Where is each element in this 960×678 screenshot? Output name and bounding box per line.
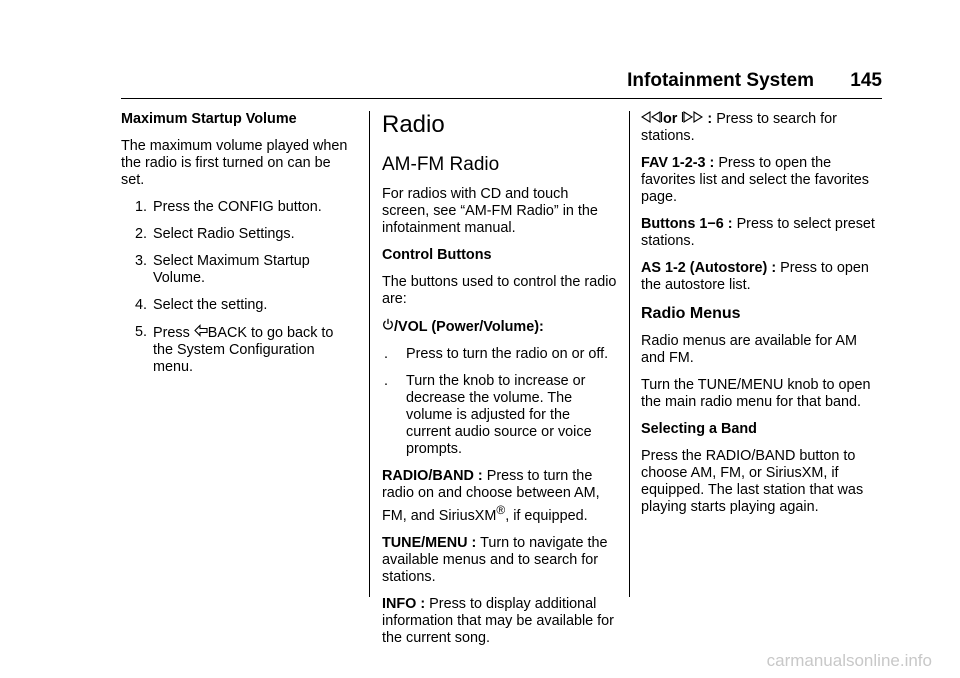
bullet-text: Turn the knob to increase or decrease the volume. The volume is adjusted for the current audio source or voice prompts. [406, 373, 592, 457]
registered-mark: ® [496, 503, 506, 517]
control-buttons-heading: Control Buttons [382, 247, 492, 263]
middle-column [382, 111, 618, 657]
info-entry [382, 596, 618, 647]
bullet-icon: . [384, 346, 388, 362]
autostore-text: Press to open the autostore list. [641, 260, 869, 293]
tune-menu-entry [382, 535, 618, 586]
startup-volume-heading: Maximum Startup Volume [121, 111, 297, 127]
step-text: Select the setting. [153, 297, 268, 313]
subsection-title: AM-FM Radio [382, 154, 500, 175]
radio-band-suffix: , if equipped. [505, 507, 588, 524]
seek-forward-icon [681, 111, 703, 123]
radio-menus-p1: Radio menus are available for AM and FM. [641, 333, 857, 366]
preset-buttons-text: Press to select preset stations. [641, 216, 875, 249]
page-number: 145 [850, 70, 882, 91]
tune-menu-text: Turn to navigate the available menus and to search for stations. [382, 534, 608, 585]
info-term: INFO : [382, 595, 426, 612]
list-item [121, 253, 357, 287]
am-fm-intro: For radios with CD and touch screen, see “AM-FM Radio” in the infotainment manual. [382, 186, 598, 236]
radio-menus-heading: Radio Menus [641, 305, 741, 322]
power-volume-text: /VOL (Power/Volume): [394, 319, 544, 335]
watermark: carmanualsonline.info [766, 651, 932, 670]
step-press: Press [153, 325, 190, 341]
bullet-text: Press to turn the radio on or off. [406, 346, 609, 362]
seek-colon: : [707, 111, 713, 127]
step-text: Select Maximum Startup Volume. [153, 253, 310, 286]
step-list [121, 199, 357, 376]
step-text: Select Radio Settings. [153, 226, 295, 242]
selecting-band-heading: Selecting a Band [641, 421, 757, 437]
list-item [121, 199, 357, 216]
header-title: Infotainment System [627, 70, 814, 91]
step-number: 4. [134, 297, 147, 313]
radio-band-text: Press to turn the radio on and choose between AM, FM, and SiriusXM [382, 468, 600, 524]
list-item [121, 297, 357, 314]
seek-term [641, 111, 716, 127]
startup-volume-intro: The maximum volume played when the radio is first turned on can be set. [121, 138, 348, 188]
bullet-icon: . [384, 373, 388, 389]
seek-or: or [663, 111, 678, 127]
list-item [382, 373, 618, 458]
header-rule [121, 98, 882, 99]
seek-text: Press to search for stations. [641, 111, 837, 144]
column-divider-right [629, 111, 630, 597]
step-text: Press the CONFIG button. [153, 199, 322, 215]
column-divider-left [369, 111, 370, 597]
back-arrow-icon [194, 324, 208, 337]
power-icon [382, 318, 394, 331]
left-column [121, 111, 357, 386]
list-item [382, 346, 618, 363]
radio-band-entry [382, 468, 618, 525]
seek-back-icon [641, 111, 663, 123]
fav-text: Press to open the favorites list and select the favorites page. [641, 155, 869, 205]
radio-band-term: RADIO/BAND : [382, 468, 483, 484]
info-text: Press to display additional information that may be available for the current song. [382, 595, 614, 646]
section-title: Radio [382, 111, 445, 138]
autostore-entry [641, 260, 882, 294]
step-number: 2. [134, 226, 147, 242]
step-number: 1. [134, 199, 147, 215]
bullet-list [382, 346, 618, 458]
tune-menu-term: TUNE/MENU : [382, 534, 477, 551]
step-text [153, 324, 357, 376]
fav-entry [641, 155, 882, 206]
control-buttons-intro: The buttons used to control the radio are: [382, 274, 617, 307]
step-number: 5. [134, 324, 147, 340]
selecting-band-text: Press the RADIO/BAND button to choose AM, FM, or SiriusXM, if equipped. The last station that was playing starts playing again. [641, 448, 864, 515]
list-item [121, 324, 357, 376]
step-number: 3. [134, 253, 147, 269]
step-back-text: BACK to go back to the System Configuration menu. [153, 325, 334, 375]
preset-buttons-entry [641, 216, 882, 250]
right-column [641, 111, 882, 526]
list-item [121, 226, 357, 243]
power-volume-label [382, 318, 618, 336]
radio-menus-p2: Turn the TUNE/MENU knob to open the main radio menu for that band. [641, 377, 871, 410]
autostore-term: AS 1-2 (Autostore) : [641, 260, 777, 276]
preset-buttons-term: Buttons 1−6 : [641, 216, 733, 232]
fav-term: FAV 1-2-3 : [641, 155, 715, 171]
seek-entry [641, 111, 882, 145]
